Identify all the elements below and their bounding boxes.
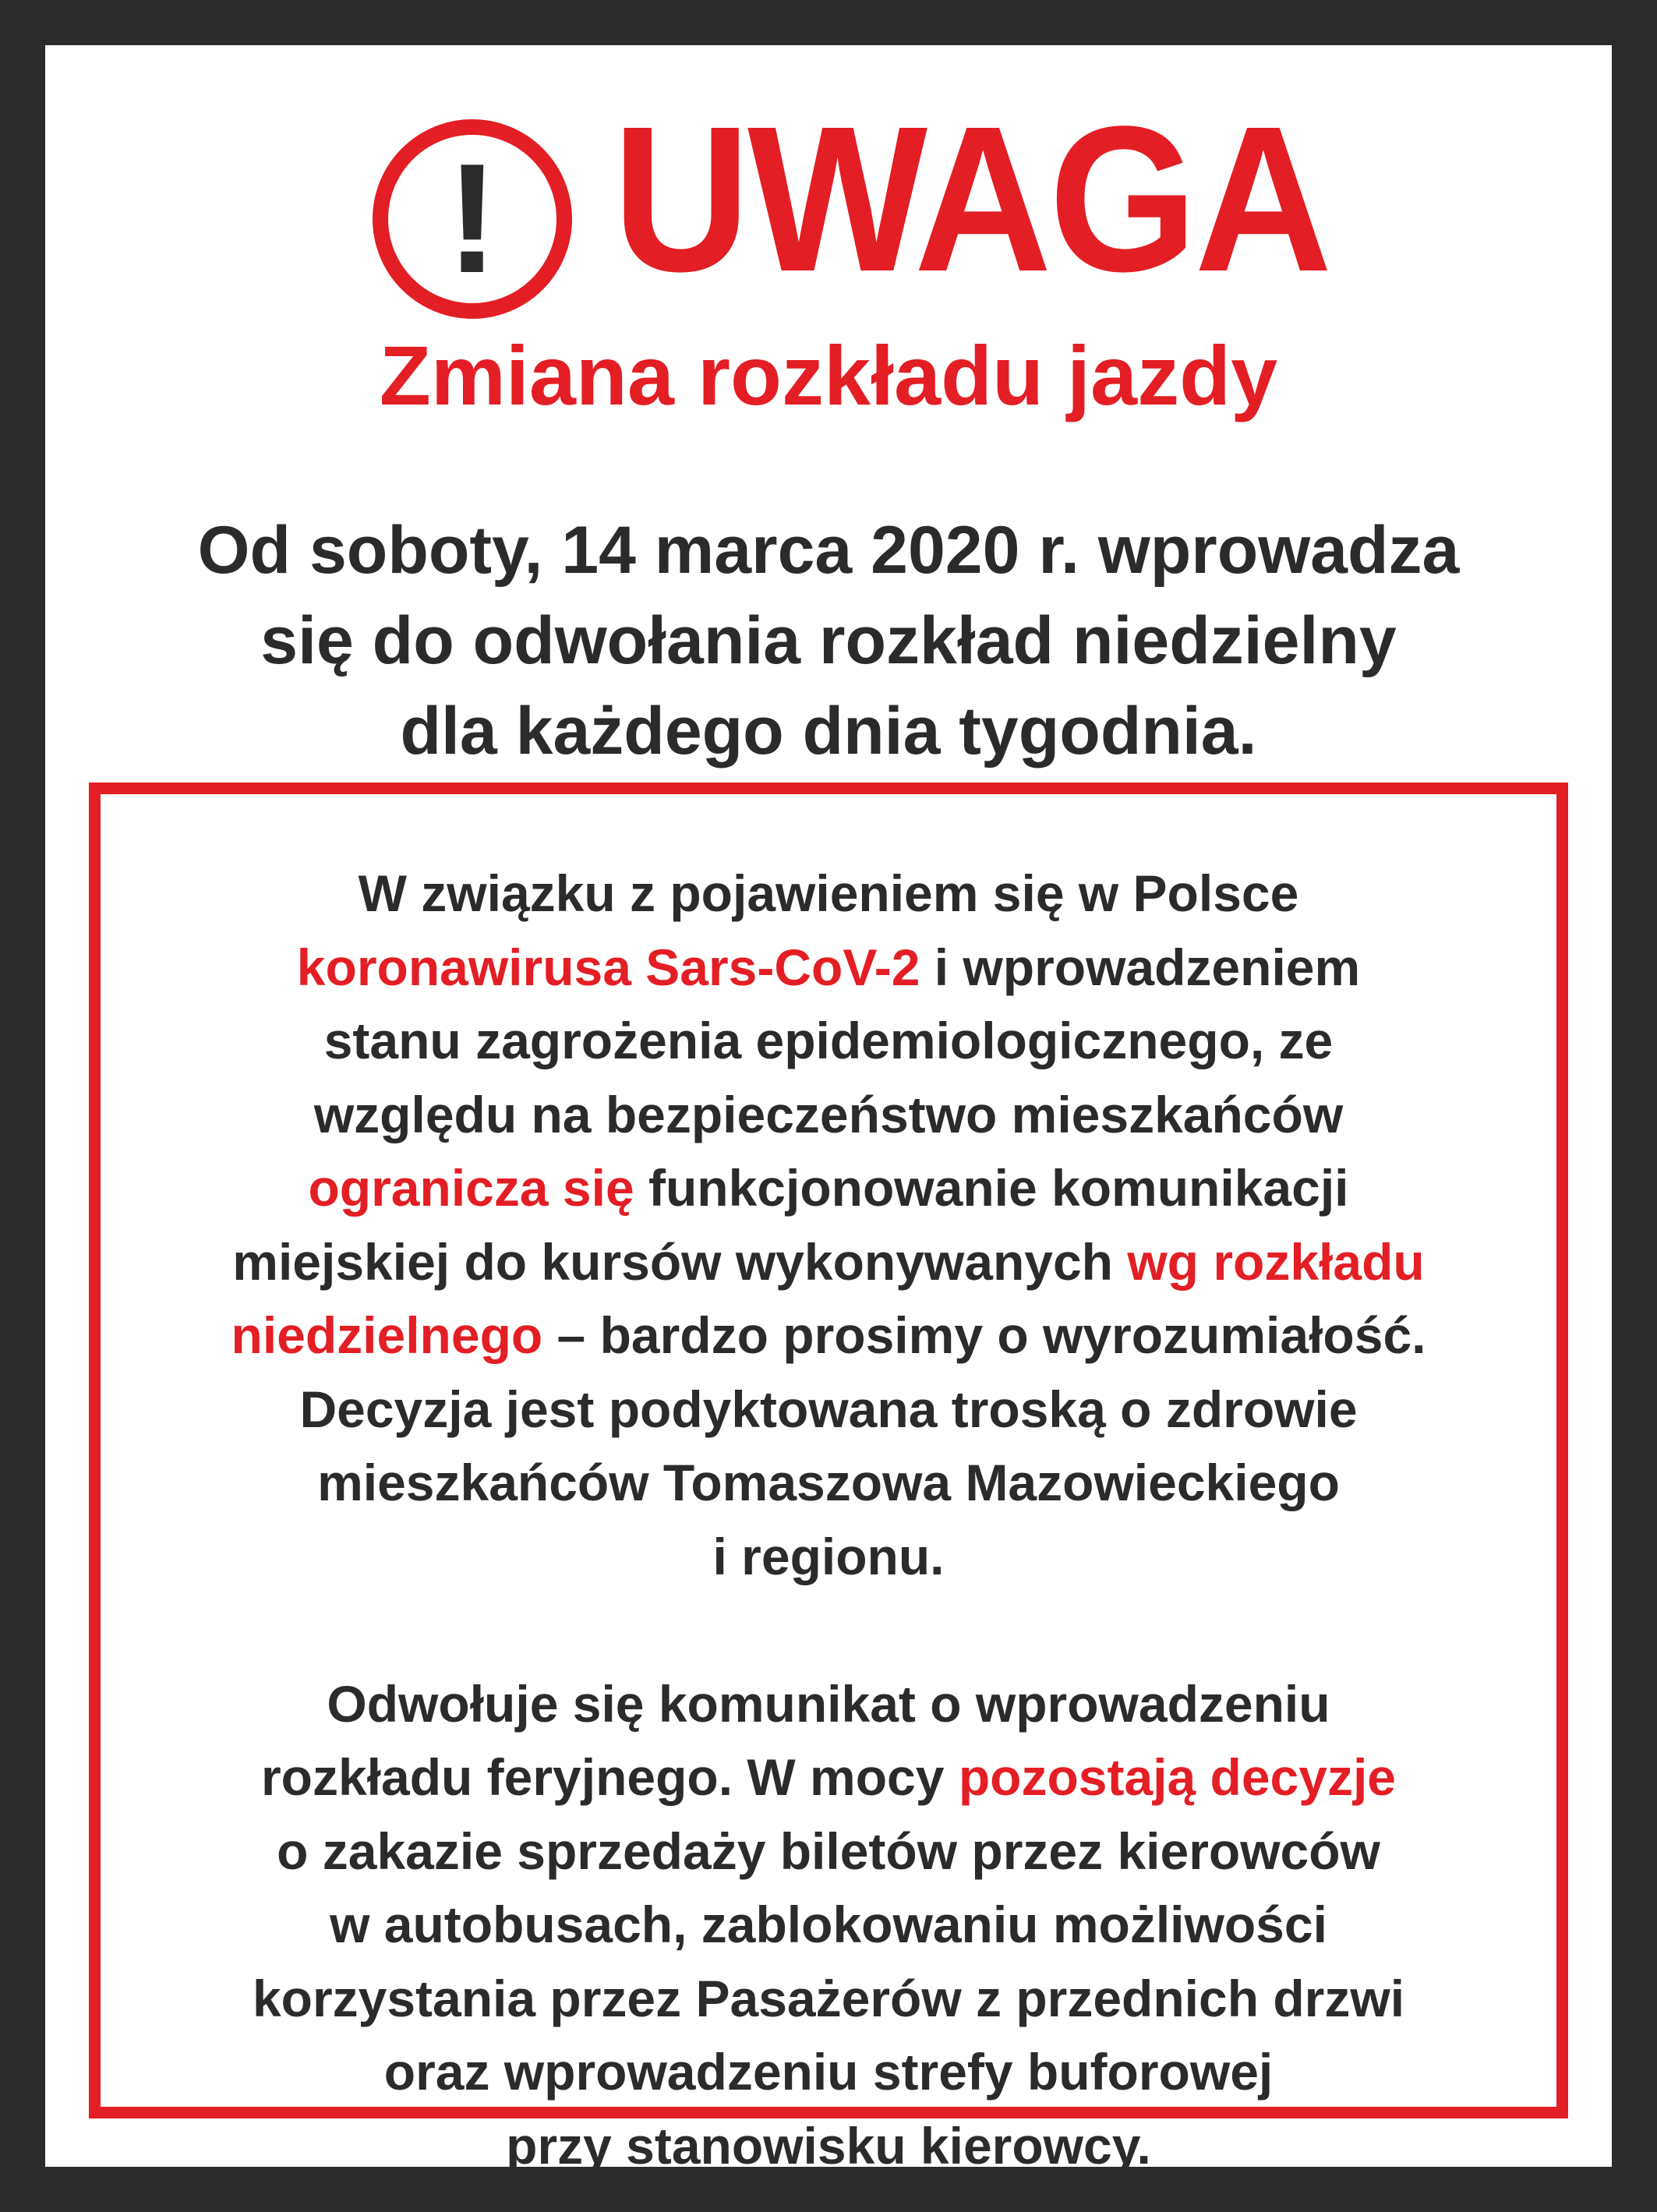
paragraph-1-line: mieszkańców Tomaszowa Mazowieckiego — [317, 1454, 1340, 1511]
highlight-text: ogranicza się — [308, 1159, 634, 1217]
line-text: rozkładu feryjnego. W mocy — [260, 1748, 959, 1806]
notice-sheet — [45, 45, 1612, 2175]
paragraph-2-line: korzystania przez Pasażerów z przednich drzwi — [252, 1969, 1405, 2027]
lead-line: się do odwołania rozkład niedzielny — [260, 603, 1397, 678]
notice-title: UWAGA — [613, 83, 1330, 315]
paragraph-2-line: o zakazie sprzedaży biletów przez kierowców — [277, 1822, 1380, 1880]
notice-subtitle: Zmiana rozkładu jazdy — [379, 328, 1278, 422]
paragraph-gap — [101, 1593, 1556, 1667]
line-text: – bardzo prosimy o wyrozumiałość. — [542, 1306, 1426, 1364]
exclamation-circle-icon — [373, 119, 572, 319]
lead-line: Od soboty, 14 marca 2020 r. wprowadza — [197, 513, 1460, 588]
paragraph-2-line: Odwołuje się komunikat o wprowadzeniu — [327, 1674, 1330, 1733]
paragraph-1-line: względu na bezpieczeństwo mieszkańców — [313, 1085, 1344, 1143]
paragraph-1-line — [101, 1225, 1556, 1299]
line-text: miejskiej do kursów wykonywanych — [232, 1232, 1128, 1291]
paragraph-1-line — [101, 1299, 1556, 1373]
highlight-text: wg rozkładu — [1127, 1232, 1425, 1291]
header — [45, 83, 1612, 322]
paragraph-2-line — [101, 1740, 1556, 1814]
paragraph-2-line: oraz wprowadzeniu strefy buforowej — [383, 2043, 1274, 2101]
paragraph-1-line: W związku z pojawieniem się w Polsce — [358, 864, 1299, 922]
line-text: i wprowadzeniem — [920, 938, 1361, 996]
paragraph-1-line — [101, 931, 1556, 1005]
paragraph-2-line: przy stanowisku kierowcy. — [506, 2116, 1151, 2175]
paragraph-1-line: i regionu. — [712, 1527, 945, 1585]
lead-text — [45, 505, 1612, 776]
notice-box — [89, 783, 1568, 2175]
highlight-text: pozostają decyzje — [958, 1748, 1397, 1806]
line-text: funkcjonowanie komunikacji — [634, 1159, 1349, 1217]
highlight-text: niedzielnego — [231, 1306, 543, 1364]
paragraph-1-line — [101, 1151, 1556, 1225]
paragraph-2-line: w autobusach, zablokowaniu możliwości — [330, 1896, 1327, 1953]
notice-body — [101, 857, 1556, 2182]
exclamation-mark: ! — [446, 132, 499, 306]
highlight-text: koronawirusa Sars-CoV-2 — [296, 938, 920, 996]
paragraph-1-line: Decyzja jest podyktowana troską o zdrowie — [299, 1380, 1358, 1438]
paragraph-1-line: stanu zagrożenia epidemiologicznego, ze — [323, 1012, 1334, 1069]
lead-line: dla każdego dnia tygodnia. — [400, 694, 1257, 769]
